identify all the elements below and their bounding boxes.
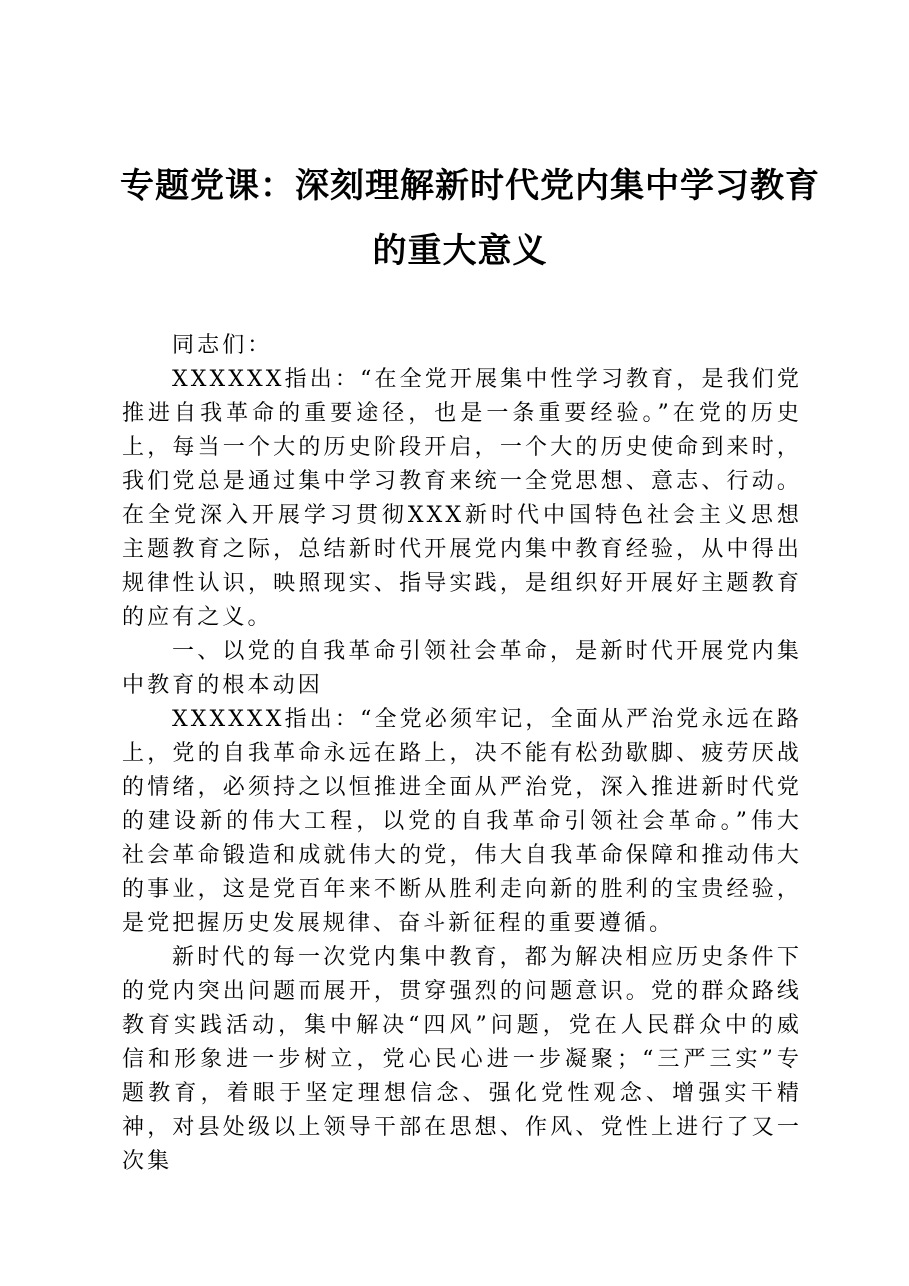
body-paragraph: 新时代的每一次党内集中教育，都为解决相应历史条件下的党内突出问题而展开，贯穿强烈的问题意识。党的群众路线教育实践活动，集中解决“四风”问题，党在人民群众中的威信和形象进一步树立，党心民心进一步凝聚；“三严三实”专题教育，着眼于坚定理想信念、强化党性观念、增强实干精神，对县处级以上领导干部在思想、作风、党性上进行了又一次集	[122, 945, 802, 1174]
section-heading-paragraph: 一、以党的自我革命引领社会革命，是新时代开展党内集中教育的根本动因	[122, 639, 802, 698]
document-title-line-1: 专题党课：深刻理解新时代党内集中学习教育	[120, 166, 820, 206]
body-paragraph: XXXXXX指出：“全党必须牢记，全面从严治党永远在路上，党的自我革命永远在路上，决不能有松劲歇脚、疲劳厌战的情绪，必须持之以恒推进全面从严治党，深入推进新时代党的建设新的伟大工程，以党的自我革命引领社会革命。”伟大社会革命锻造和成就伟大的党，伟大自我革命保障和推动伟大的事业，这是党百年来不断从胜利走向新的胜利的宝贵经验，是党把握历史发展规律、奋斗新征程的重要遵循。	[122, 707, 802, 936]
salutation-paragraph: 同志们：	[172, 333, 273, 358]
body-paragraph: XXXXXX指出：“在全党开展集中性学习教育，是我们党推进自我革命的重要途径，也是一条重要经验。”在党的历史上，每当一个大的历史阶段开启，一个大的历史使命到来时，我们党总是通过集中学习教育来统一全党思想、意志、行动。在全党深入开展学习贯彻XXX新时代中国特色社会主义思想主题教育之际，总结新时代开展党内集中教育经验，从中得出规律性认识，映照现实、指导实践，是组织好开展好主题教育的应有之义。	[122, 367, 802, 630]
document-title-line-2: 的重大意义	[372, 231, 548, 271]
document-body	[122, 329, 802, 1179]
